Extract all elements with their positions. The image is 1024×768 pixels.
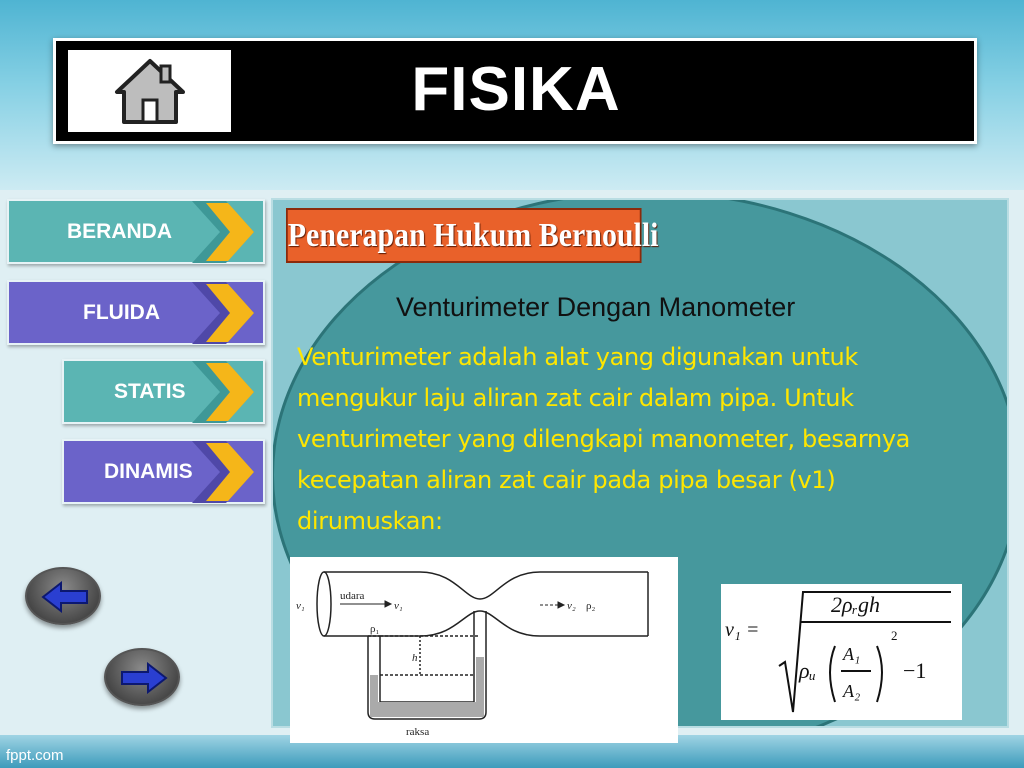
label-rho2: ρ₂ xyxy=(586,600,596,612)
formula-a1: A₁ xyxy=(843,644,861,664)
next-button[interactable] xyxy=(104,648,180,706)
section-subtitle: Venturimeter Dengan Manometer xyxy=(396,292,796,322)
arrow-right-icon xyxy=(120,662,168,694)
label-v1-arrow: v₁ xyxy=(394,600,403,612)
nav-beranda-label: BERANDA xyxy=(67,220,172,243)
label-udara: udara xyxy=(340,590,365,602)
description-text xyxy=(297,337,1017,542)
arrow-left-icon xyxy=(41,581,89,613)
description-line: dirumuskan: xyxy=(297,507,443,535)
venturimeter-drawing xyxy=(290,557,678,743)
formula-drawing xyxy=(721,584,962,720)
formula-minus-one: −1 xyxy=(903,658,927,683)
nav-fluida-button[interactable] xyxy=(7,280,265,345)
formula-a2: A₂ xyxy=(843,681,861,701)
section-heading: Penerapan Hukum Bernoulli xyxy=(286,208,642,263)
chevron-right-icon xyxy=(192,441,266,503)
formula-numerator: 2ρᵣgh xyxy=(831,592,880,617)
description-line: Venturimeter adalah alat yang digunakan untuk xyxy=(297,343,858,371)
formula-exponent: 2 xyxy=(891,628,898,643)
nav-statis-label: STATIS xyxy=(114,380,186,403)
chevron-right-icon xyxy=(192,282,266,344)
description-line: kecepatan aliran zat cair pada pipa besar (v1) xyxy=(297,466,836,494)
chevron-right-icon xyxy=(192,361,266,423)
label-v1-left: v₁ xyxy=(296,600,305,612)
formula-image xyxy=(721,584,962,720)
nav-dinamis-label: DINAMIS xyxy=(104,460,193,483)
home-button[interactable] xyxy=(68,50,231,132)
label-raksa: raksa xyxy=(406,726,430,738)
label-v2: v₂ xyxy=(567,600,576,612)
description-line: venturimeter yang dilengkapi manometer, besarnya xyxy=(297,425,911,453)
previous-button[interactable] xyxy=(25,567,101,625)
description-line: mengukur laju aliran zat cair dalam pipa. Untuk xyxy=(297,384,854,412)
nav-fluida-label: FLUIDA xyxy=(83,301,160,324)
page-title: FISIKA xyxy=(411,55,621,124)
title-bar xyxy=(53,38,977,144)
nav-statis-button[interactable] xyxy=(62,359,265,424)
formula-lhs: v₁ = xyxy=(725,619,760,641)
nav-beranda-button[interactable] xyxy=(7,199,265,264)
chevron-right-icon xyxy=(192,201,266,263)
nav-dinamis-button[interactable] xyxy=(62,439,265,504)
house-icon xyxy=(113,56,187,126)
label-rho1: ρ₁ xyxy=(370,623,380,635)
venturimeter-diagram xyxy=(290,557,678,743)
formula-rho-u: ρᵤ xyxy=(799,658,817,683)
label-h: h xyxy=(412,652,418,664)
footer-credit: fppt.com xyxy=(6,747,64,764)
